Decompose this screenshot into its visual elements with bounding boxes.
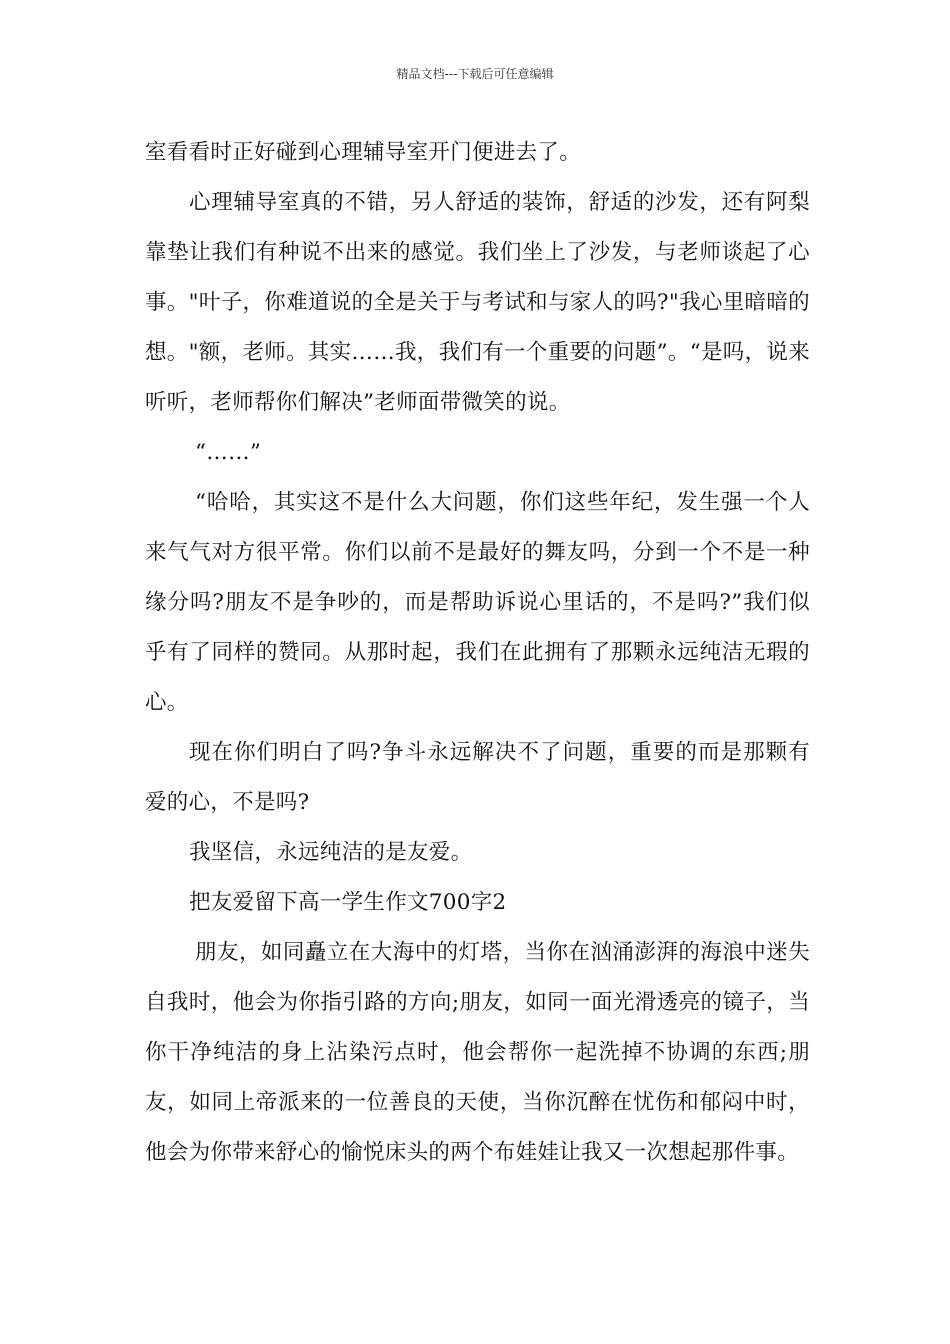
- paragraph-ellipsis: “……”: [195, 440, 262, 465]
- paragraph-belief: 我坚信，永远纯洁的是友爱。: [189, 840, 473, 865]
- paragraph-counseling-room: 心理辅导室真的不错，另人舒适的装饰，舒适的沙发，还有阿梨靠垫让我们有种说不出来的感觉。我们坐上了沙发，与老师谈起了心事。"叶子，你难道说的全是关于与考试和与家人的吗?"我心里暗暗的想。"额，老师。其实……我，我们有一个重要的问题”。“是吗，说来听听，老师帮你们解决”老师面带微笑的说。: [145, 190, 810, 415]
- paragraph-teacher-advice: “哈哈，其实这不是什么大问题，你们这些年纪，发生强一个人来气气对方很平常。你们以前不是最好的舞友吗，分到一个不是一种缘分吗?朋友不是争吵的，而是帮助诉说心里话的，不是吗?”我们似乎有了同样的赞同。从那时起，我们在此拥有了那颗永远纯洁无瑕的心。: [145, 490, 810, 715]
- page-header: 精品文档---下载后可任意编辑: [396, 67, 554, 81]
- paragraph-friend-metaphor: 朋友，如同矗立在大海中的灯塔，当你在汹涌澎湃的海浪中迷失自我时，他会为你指引路的方向;朋友，如同一面光滑透亮的镜子，当你干净纯洁的身上沾染污点时，他会帮你一起洗掉不协调的东西;朋友，如同上帝派来的一位善良的天使，当你沉醉在忧伤和郁闷中时，他会为你带来舒心的愉悦床头的两个布娃娃让我又一次想起那件事。: [145, 940, 810, 1165]
- document-body: [145, 128, 810, 1178]
- paragraph-understand: 现在你们明白了吗?争斗永远解决不了问题，重要的而是那颗有爱的心，不是吗?: [145, 740, 810, 815]
- paragraph-continuation: 室看看时正好碰到心理辅导室开门便进去了。: [145, 140, 582, 165]
- essay-title: 把友爱留下高一学生作文700字2: [189, 890, 507, 915]
